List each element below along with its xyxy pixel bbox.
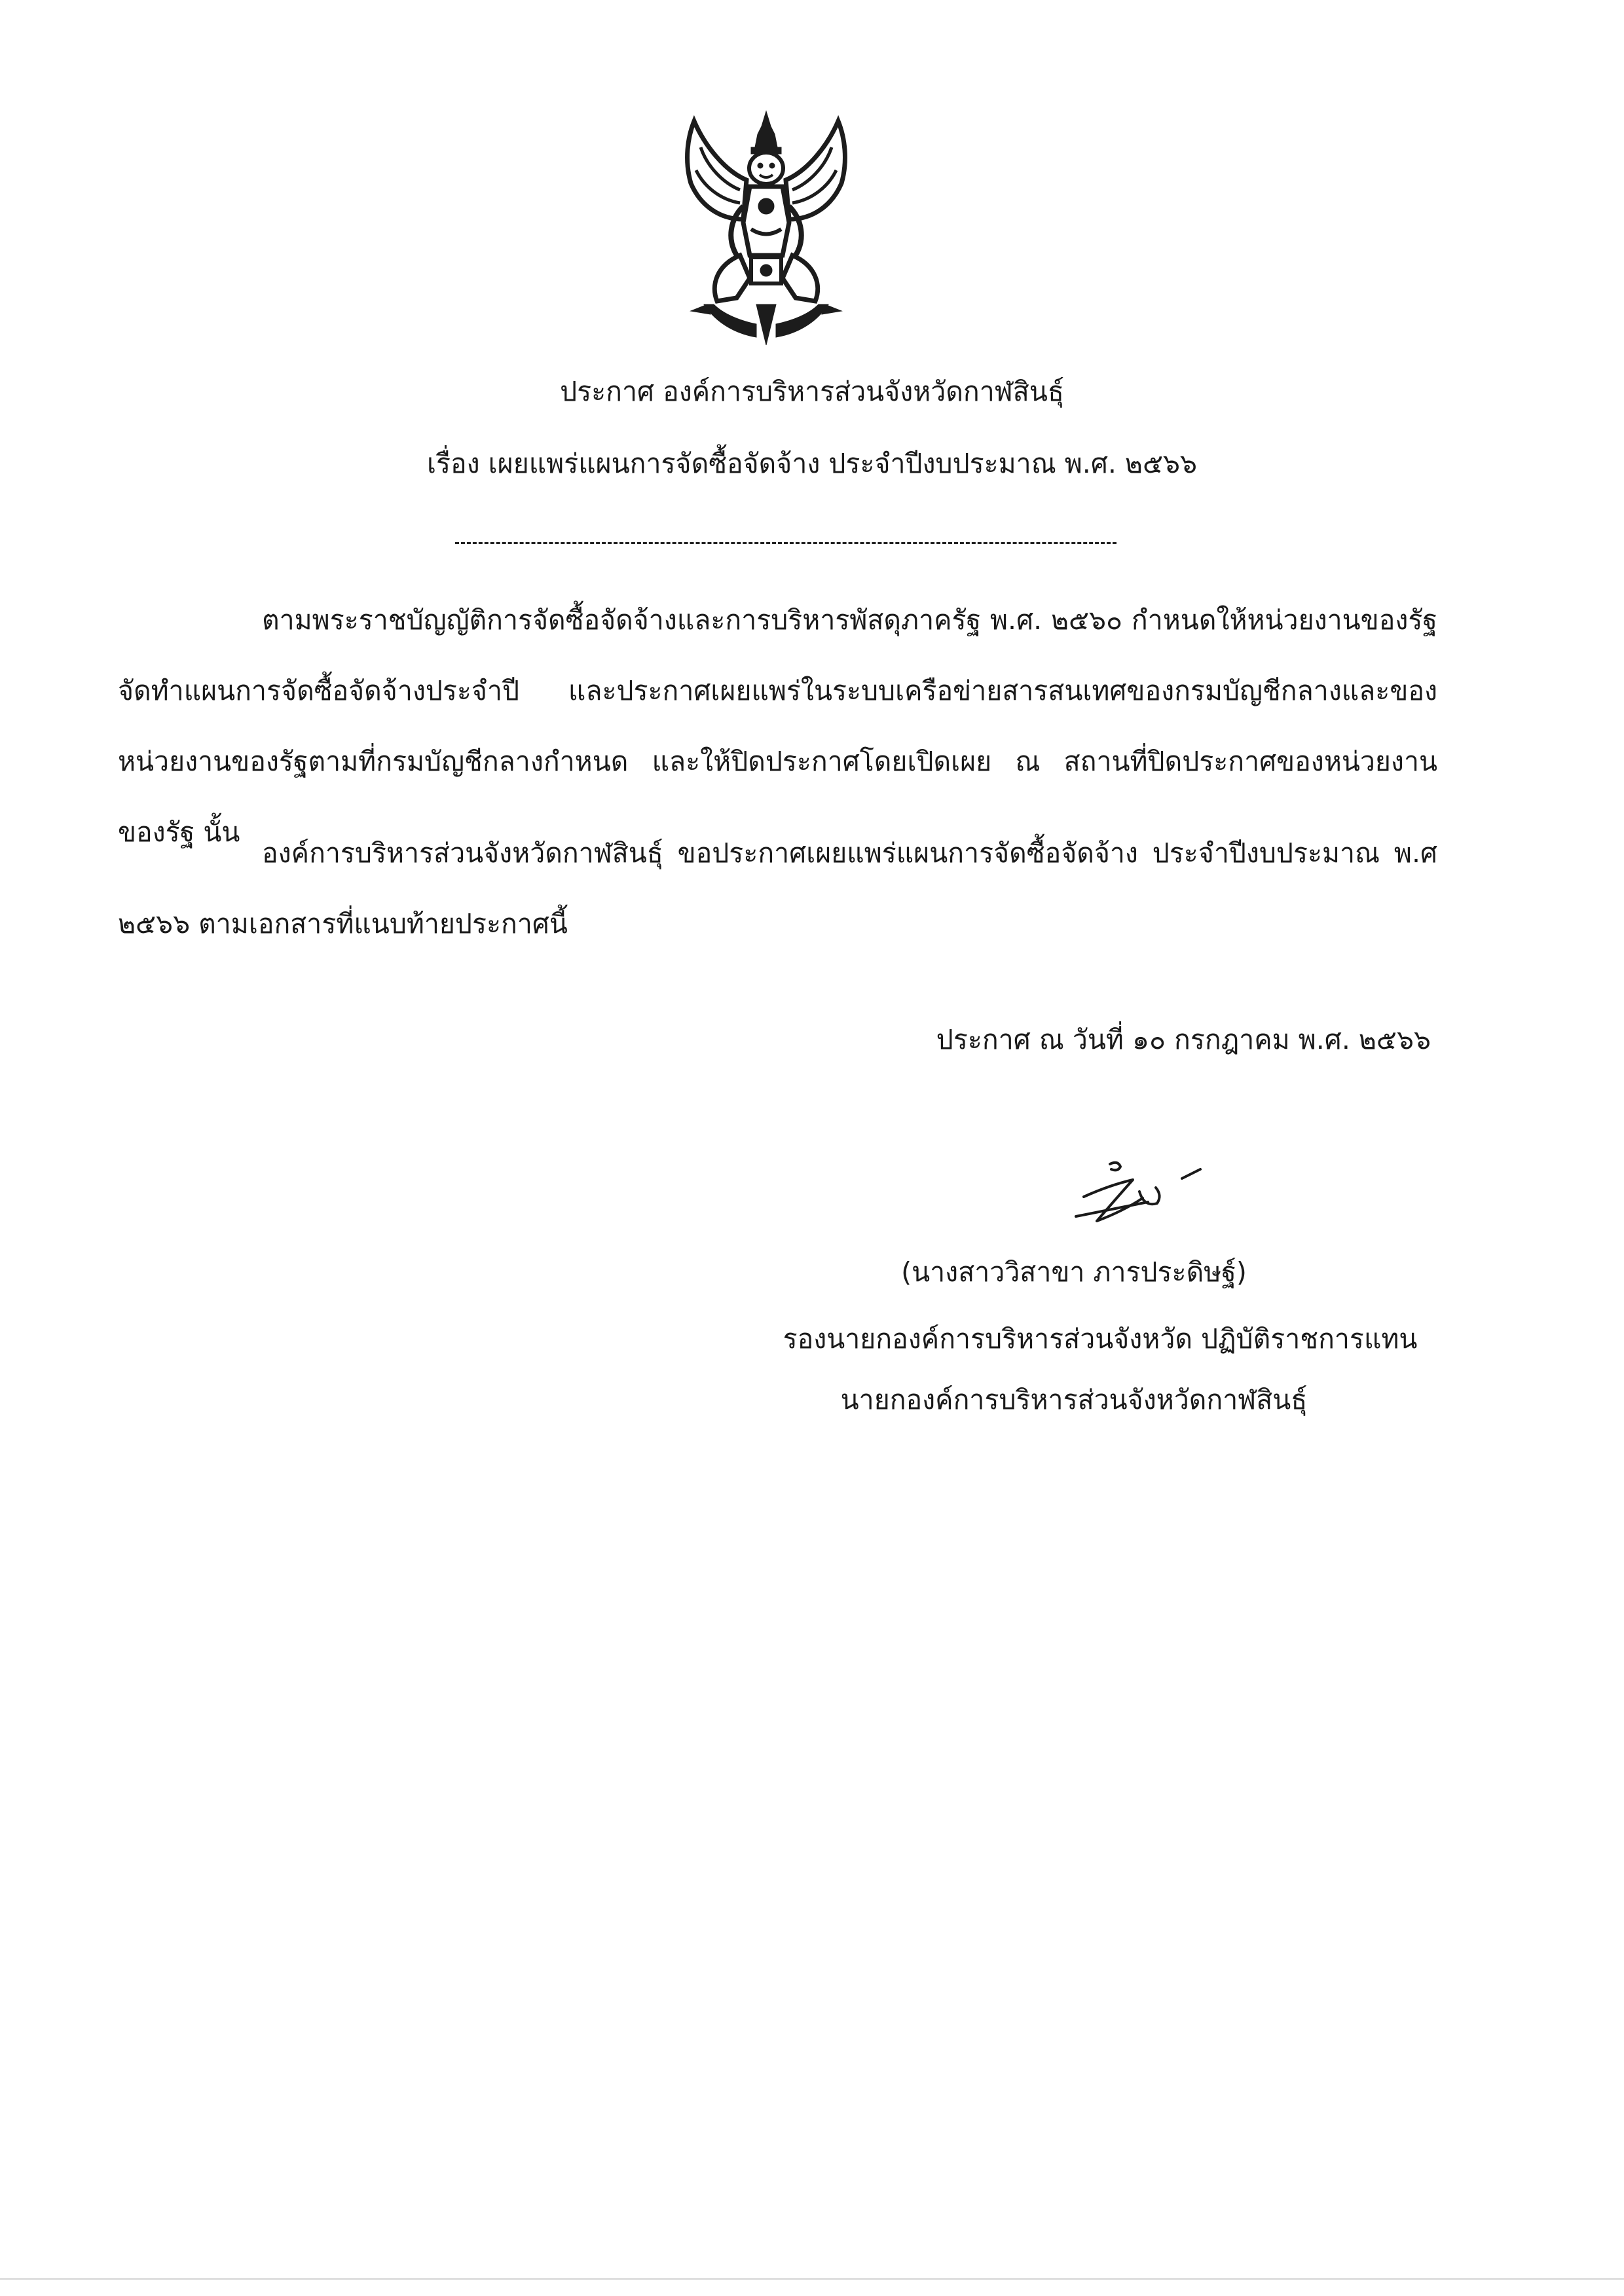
body-paragraph-2 (118, 818, 1437, 959)
handwritten-signature-icon (1071, 1159, 1221, 1244)
body-paragraph-2-text: องค์การบริหารส่วนจังหวัดกาฬสินธุ์ ขอประกาศเผยแพร่แผนการจัดซื้อจัดจ้าง ประจำปีงบประมาณ พ.ศ ๒๕๖๖ ตามเอกสารที่แนบท้ายประกาศนี้ (118, 837, 1437, 939)
signer-name: (นางสาววิสาขา ภารประดิษฐ์) (901, 1256, 1247, 1288)
garuda-emblem-icon (678, 108, 855, 350)
dashed-divider (455, 542, 1116, 544)
signer-position-line-1: รองนายกองค์การบริหารส่วนจังหวัด ปฏิบัติราชการแทน (783, 1323, 1418, 1355)
announcement-heading: ประกาศ องค์การบริหารส่วนจังหวัดกาฬสินธุ์ (560, 376, 1064, 407)
announcement-subject: เรื่อง เผยแพร่แผนการจัดซื้อจัดจ้าง ประจำปีงบประมาณ พ.ศ. ๒๕๖๖ (426, 448, 1198, 479)
body-paragraph-1-text: ตามพระราชบัญญัติการจัดซื้อจัดจ้างและการบริหารพัสดุภาครัฐ พ.ศ. ๒๕๖๐ กำหนดให้หน่วยงานของรัฐจัดทำแผนการจัดซื้อจัดจ้างประจำปี และประกาศเผยแพร่ในระบบเครือข่ายสารสนเทศของกรมบัญชีกลางและของหน่วยงานของรัฐตามที่กรมบัญชีกลางกำหนด และให้ปิดประกาศโดยเปิดเผย ณ สถานที่ปิดประกาศของหน่วยงานของรัฐ นั้น (118, 604, 1437, 848)
scan-edge-line (0, 2278, 1624, 2280)
announcement-date: ประกาศ ณ วันที่ ๑๐ กรกฎาคม พ.ศ. ๒๕๖๖ (936, 1024, 1431, 1055)
signer-position-line-2: นายกองค์การบริหารส่วนจังหวัดกาฬสินธุ์ (840, 1384, 1308, 1415)
